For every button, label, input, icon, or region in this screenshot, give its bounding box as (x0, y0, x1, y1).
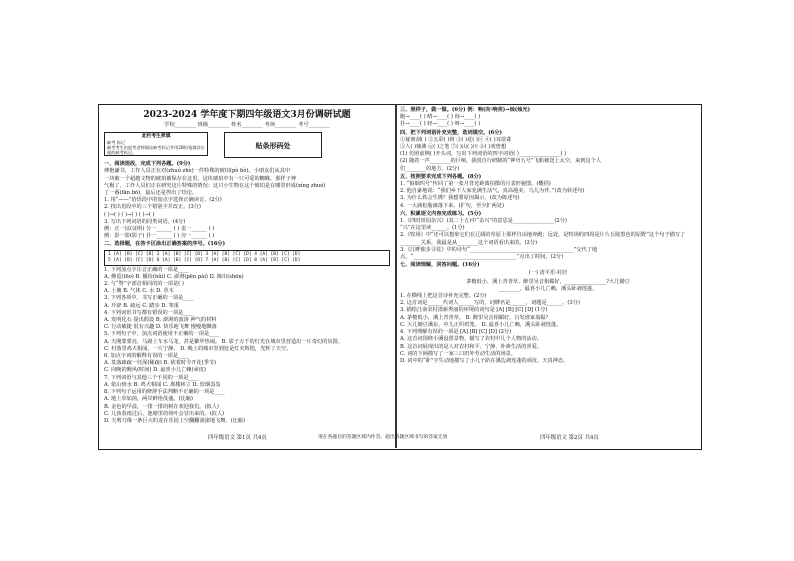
question-line: 1. “狼烟四号”传回了第一张月背近距离拍摄的月表形貌图。(概括) (400, 181, 551, 188)
question-line: C. 村落里鸡犬相闻，一片宁静。 D. 晚上的城市里到处是灯火辉煌，光辉了天空。 (104, 345, 292, 352)
student-info-line: 学校________ 班级________ 姓名________ 考场________ 考号________ (164, 122, 330, 128)
question-line: 气极了，工作人员们正在研究这片特殊的情况：这只小生物在这个琥珀是在哪里形成(xíng zhuó) (104, 182, 326, 189)
page-divider (395, 104, 397, 448)
question-line: 7. 下列词语与其他三个不同的一项是____ (104, 374, 199, 381)
question-line: 们________的地方。(2分) (400, 165, 460, 172)
question-line: C. 儿孩春雨过后，池塘里的荷叶会冒出来的。(拟人) (104, 410, 225, 417)
notice-box (104, 132, 208, 156)
header-boxes (104, 132, 390, 158)
right-page-footer: 四年级语文 第2页 共4页 (540, 435, 599, 441)
question-line: 4. 下列词语书写都有错误的一项是____ (104, 309, 194, 316)
left-page (104, 106, 390, 425)
section-3-7 (400, 107, 696, 269)
question-line: C. 词的下阕描写了一家三口田外劳动生活的场景。 (400, 350, 517, 357)
question-line: 8. 下列句子运用的修辞手法判断不正确的一项是____ (104, 389, 225, 396)
section-heading: 三、照样子，做一做。(6分) 例：响(向·响亮)→烛(烛光) (400, 107, 531, 113)
question-line: A. 依山傍水 B. 鸡犬相闻 C. 离楼林立 D. 炊烟袅袅 (104, 381, 221, 388)
section-heading: 五、按照要求完成下列各题。(8分) (400, 173, 482, 180)
question-line: 例：正一证(证明) 分一______ ( ) 责一______ ( ) (104, 226, 215, 233)
question-line: 4. 一大滴松脂滴落下来。(扩句，至少扩两处) (400, 202, 505, 209)
question-line: D. 夫剪刀像一条巨大的龙在乐园上空翻翻滚滚地飞舞。(比喻) (104, 417, 246, 424)
notice-text: 缺考考生由监考老师填涂缺考标记并用2B铅笔填涂右面的缺考标记。 (107, 145, 205, 156)
answer-grid-row: 1 [A] [B] [C] [D] 2 [A] [B] [C] [D] 3 [A] [B] [C] [D] 4 [A] [B] [C] [D] (108, 251, 301, 257)
question-line: A. 发明化石 提出假设 B. 澎湃的波涛 神气的材料 (104, 317, 217, 324)
question-line: A. 天刚蒙蒙亮，马路上车水马龙，甚是繁华热闹。 B. 影子万千的灯光在城市里营造出一片奇幻的氛围。 (104, 338, 343, 345)
answer-grid-row: 5 [A] [B] [C] [D] 6 [A] [B] [C] [D] 7 [A] [B] [C] [D] 8 [A] [B] [C] [D] (108, 257, 301, 263)
question-line: 一块被一个超越文物的琥珀被保存在这里。这块琥珀中有一只可爱的蜘蛛，那样子神 (104, 175, 296, 182)
reading-questions (400, 293, 696, 365)
question-line: 2. 与“脊”字部首相同的的一项是( ) (104, 281, 184, 288)
question-line: ①疑朋刮( ) ②五彩( )斑 ③( )花( )巨 ④( )耳欲聋 (400, 136, 512, 143)
question-line: 1. 在横线上把这首诗补充完整。(2分) (400, 293, 487, 300)
question-line: 1.《四时田园杂兴》(其二十五)中“杂兴”的意思是________________(2分) (400, 218, 567, 225)
question-line: A. 开辟 B. 疏远 C. 踏步 D. 笨重 (104, 302, 179, 309)
answer-grid (104, 250, 390, 266)
section-1-2 (104, 161, 390, 248)
question-line: 扑→____( ) 轻→____( ) 呀→____( ) (400, 121, 481, 128)
section-heading: 二、选择题，在答卡区涂出正确答案的序号。(16分) (104, 241, 226, 248)
question-line: 傅抱谦书，工作人员正在对(zhuó zhè)一件特殊的琥珀(pò bò)。小朋友们从其中 (104, 168, 291, 175)
question-line: 3. 为什么铁会生锈？我想要原因揭示。(改为陈述句) (400, 195, 520, 202)
question-line: “兴”在这里读______。(1分) (400, 225, 465, 232)
poem-line: 茅檐低小，溪上青青草。醉里吴音相媚好，________________?大儿锄豆 (466, 278, 630, 285)
section-heading: 六、积累语文内容完成练习。(5分) (400, 210, 482, 217)
question-line: C. 向晚的晚风(时间) D. 最喜小儿亡赖(顽皮) (104, 367, 206, 374)
question-line: 2. 他自豪地说：“我们乡下人家充满生活气，真高地美，乌儿为伴。”(改为转述句) (400, 188, 585, 195)
question-line: 2.《牧场》中“还可以想象它们在辽阔的草原上那样自由地奔跑；远处，是牧场的四周是片片丘陵黑色的原野”这个句子描写了________关系，我最是从________这个词语看出来的。(2分) (400, 232, 686, 246)
question-line: 2. 这首词是______代词人______写的，词牌名是______，词题是______。(3分) (400, 300, 580, 307)
question-line: C. 行动敏捷 很有兴趣 D. 快乐地飞舞 慢慢地飘落 (104, 324, 217, 331)
question-line: B. 这首词展现出的是人对农村和平、宁静、朴素生活的喜爱。 (400, 343, 542, 350)
question-line: A. 地上草如茵，两岸鲜艳茂盛。(比喻) (104, 396, 193, 403)
choice-questions (104, 267, 390, 425)
question-line: A. 佛觅(tōo) B. 播捡(hǔi) C. 澎湃(pēn pài) D. 掺出(shēn) (104, 273, 244, 280)
question-line: 3.《江畔独步寻花》中的诗句“________________________________________”交代了地点，“________________________________________”点出了时间。(2分) (400, 246, 598, 261)
question-line: A. 土壤 B. 气体 C. 水 D. 草木 (104, 288, 174, 295)
question-line: (1) 仿照前例( )开头词，写出下列词语的四字词语( )________________( ) (400, 151, 567, 158)
section-heading: 一、阅读语段，完成下列各题。(9分) (104, 161, 191, 168)
question-line: ( )→( ) ( )→( ) ( )→( ) (104, 211, 155, 218)
question-line: ⑤人( )鼎沸 ⑥( )之笔 ⑦( )山( )川 ⑧( )欢曾想 (400, 144, 507, 151)
question-line: 2. 找出语段中的三个错别字并改正。(3分) (104, 204, 201, 211)
absent-mark-label: 缺考 标记 (107, 139, 126, 145)
question-line: 4. 下列理解有误的一项是 [A] [B] [C] [D] (2分) (400, 329, 512, 336)
question-line: 跑→____( ) 晴→____( ) 询→____( ) (400, 114, 481, 121)
question-line: 6. 加点字词的解释有误的一项是____ (104, 353, 189, 360)
question-line: C. 大儿锄豆溪东，中儿正织鸡笼。 D. 最喜小儿亡赖，溪头卧剥莲蓬。 (400, 321, 562, 328)
notice-title: 此栏考生须填 (141, 133, 171, 140)
section-heading: 四、把下列词语补充完整，选词填空。(6分) (400, 129, 502, 136)
right-page (400, 106, 696, 365)
section-heading: 七、阅读理解，回答问题。(16分) (400, 262, 480, 269)
left-page-footer: 四年级语文 第1页 共4页 (208, 435, 267, 441)
barcode-area (224, 132, 322, 158)
poem-line: ________，最喜小儿亡赖，溪头卧剥莲蓬。 (498, 285, 598, 292)
question-line: B. 金色的早晨，一排一排的树在欢迎我们。(拟人) (104, 403, 219, 410)
question-line: 5. 下列句子中，加点词语使用不正确的一项是____ (104, 331, 220, 338)
question-line: (2) 随着一声________的巨响，我国自行研制的“神舟五号”飞船被送上太空，来到这个人 (400, 158, 602, 165)
question-line: A. 莫落疏疏一径深(稀疏) B. 依着时令开花(季节) (104, 360, 217, 367)
question-line: 例：彭一影(影子) 扑一______ ( ) 旁一______ ( ) (104, 233, 215, 240)
question-line: D. 词中的“卧”字生动地描写了小儿子趴在溪边剥莲蓬的顽皮、天真神态。 (400, 357, 569, 364)
question-line: 3. 下列各项中，书写正确的一项是____ (104, 295, 194, 302)
exam-title: 2023-2024 学年度下期四年级语文3月份调研试题 (143, 110, 351, 120)
question-line: 了一番(fān bō)，最后还是得出了结论。 (104, 190, 198, 197)
question-line: 1. 用“——”给语段中的加点字选择正确读音。(2分) (104, 197, 222, 204)
poem-heading: (一) 清平乐·村居 (528, 270, 568, 277)
question-line: A. 这首词围绕小溪设置景物，描写了农村中几个人物的活动。 (400, 336, 542, 343)
answer-area-note: 请在各题目的答题区域内作答，超出答题区域书写的答案无效 (318, 435, 448, 440)
question-line: 3. 写出下列词语的同类词语。(4分) (104, 218, 186, 225)
question-line: A. 茅檐低小，溪上青青草。 B. 醉里吴音相媚好，白发谁家翁媪？ (400, 314, 551, 321)
question-line: 3. 描绘江南农村清新秀丽的环境的词句是 [A] [B] [C] [D] (1分) (400, 307, 548, 314)
barcode-label: 贴条形码处 (255, 140, 291, 150)
question-line: 1. 下列加点字注音正确的一项是____ (104, 266, 189, 273)
